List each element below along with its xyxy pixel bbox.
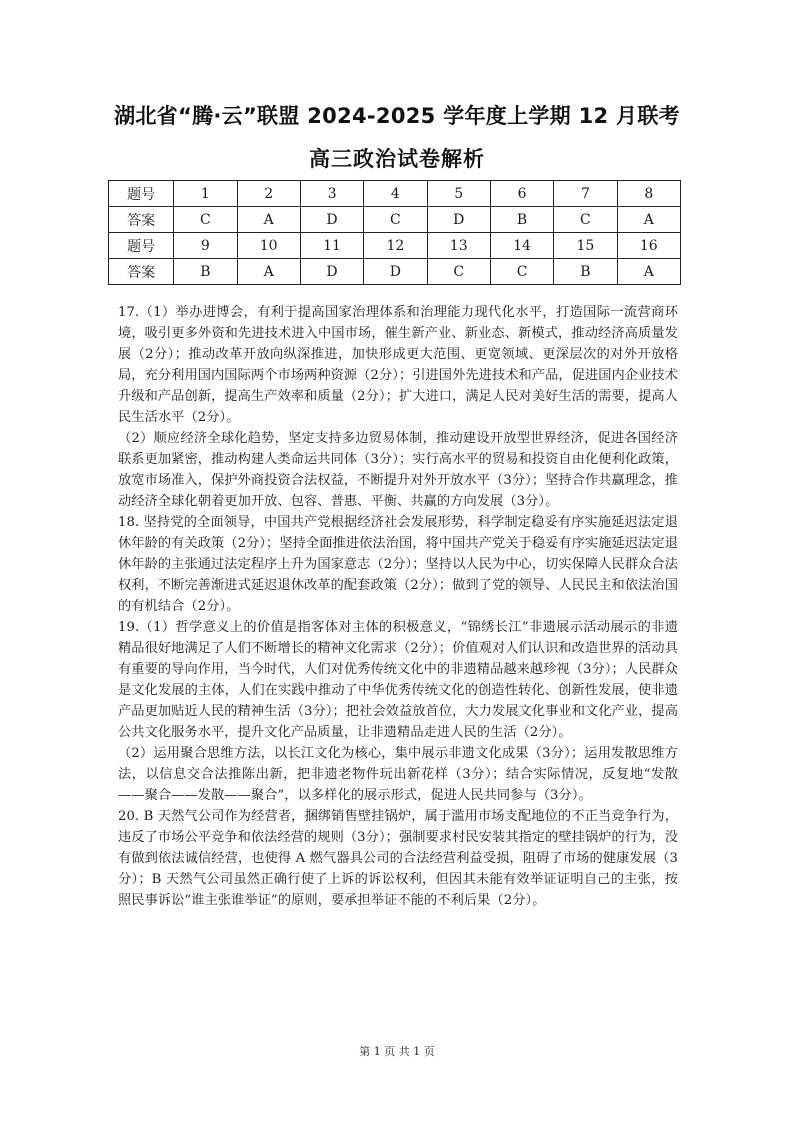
table-cell: B <box>554 259 617 285</box>
table-cell: C <box>364 207 427 233</box>
table-row <box>109 181 681 207</box>
table-cell: A <box>237 207 300 233</box>
document-title: 湖北省“腾·云”联盟 2024-2025 学年度上学期 12 月联考 <box>114 104 680 128</box>
paragraph-q17-1: 17.（1）举办进博会，有利于提高国家治理体系和治理能力现代化水平，打造国际一流营商环境，吸引更多外资和先进技术进入中国市场，催生新产业、新业态、新模式，推动经济高质量发展（2分）；推动改革开放向纵深推进，加快形成更大范围、更宽领域、更深层次的对外开放格局，充分利用国内国际两个市场两种资源（2分）；引进国外先进技术和产品，促进国内企业技术升级和产品创新，提高生产效率和质量（2分）；扩大进口，满足人民对美好生活的需要，提高人民生活水平（2分）。 <box>118 305 678 425</box>
answer-table <box>108 180 681 285</box>
table-cell: D <box>364 259 427 285</box>
table-cell: 15 <box>554 233 617 259</box>
table-cell: 8 <box>617 181 680 207</box>
paragraph-q19-2: （2）运用聚合思维方法，以长江文化为核心，集中展示非遗文化成果（3分）；运用发散思维方法，以信息交合法推陈出新，把非遗老物件玩出新花样（3分）；结合实际情况，反复地“发散——聚合——发散——聚合”，以多样化的展示形式，促进人民共同参与（3分）。 <box>118 746 678 803</box>
table-cell: 4 <box>364 181 427 207</box>
table-cell: 答案 <box>109 259 174 285</box>
table-cell: 11 <box>300 233 363 259</box>
table-cell: 6 <box>490 181 553 207</box>
table-cell: C <box>174 207 237 233</box>
table-cell: 10 <box>237 233 300 259</box>
table-cell: 3 <box>300 181 363 207</box>
table-cell: 题号 <box>109 181 174 207</box>
table-cell: D <box>300 207 363 233</box>
table-cell: 1 <box>174 181 237 207</box>
table-cell: C <box>490 259 553 285</box>
table-cell: 题号 <box>109 233 174 259</box>
table-cell: 14 <box>490 233 553 259</box>
table-cell: 2 <box>237 181 300 207</box>
table-cell: C <box>554 207 617 233</box>
table-cell: 9 <box>174 233 237 259</box>
table-cell: A <box>237 259 300 285</box>
table-cell: B <box>174 259 237 285</box>
document-subtitle: 高三政治试卷解析 <box>309 147 485 171</box>
paragraph-q17-2: （2）顺应经济全球化趋势，坚定支持多边贸易体制，推动建设开放型世界经济，促进各国经济联系更加紧密，推动构建人类命运共同体（3分）；实行高水平的贸易和投资自由化便利化政策，放宽市场准入，保护外商投资合法权益，不断提升对外开放水平（3分）；坚持合作共赢理念，推动经济全球化朝着更加开放、包容、普惠、平衡、共赢的方向发展（3分）。 <box>118 431 678 509</box>
table-cell: B <box>490 207 553 233</box>
table-cell: C <box>427 259 490 285</box>
table-cell: A <box>617 207 680 233</box>
table-cell: D <box>300 259 363 285</box>
table-row <box>109 207 681 233</box>
table-cell: D <box>427 207 490 233</box>
table-row <box>109 233 681 259</box>
paragraph-q20: 20. B 天然气公司作为经营者，捆绑销售壁挂锅炉，属于滥用市场支配地位的不正当竞争行为，违反了市场公平竞争和依法经营的规则（3分）；强制要求村民安装其指定的壁挂锅炉的行为，没有做到依法诚信经营，也使得 A 燃气器具公司的合法经营利益受损，阻碍了市场的健康发展（3分）；B 天然气公司虽然正确行使了上诉的诉讼权利，但因其未能有效举证证明自己的主张，按照民事诉讼“谁主张谁举证”的原则，要承担举证不能的不利后果（2分）。 <box>118 809 678 908</box>
page-footer: 第 1 页 共 1 页 <box>359 1045 435 1058</box>
table-cell: 13 <box>427 233 490 259</box>
table-cell: A <box>617 259 680 285</box>
answer-explanations <box>118 302 678 911</box>
paragraph-q18: 18. 坚持党的全面领导，中国共产党根据经济社会发展形势，科学制定稳妥有序实施延迟法定退休年龄的有关政策（2分）；坚持全面推进依法治国，将中国共产党关于稳妥有序实施延迟法定退休年龄的主张通过法定程序上升为国家意志（2分）；坚持以人民为中心，切实保障人民群众合法权利，不断完善渐进式延迟退休改革的配套政策（2分）；做到了党的领导、人民民主和依法治国的有机结合（2分）。 <box>118 515 678 614</box>
table-cell: 16 <box>617 233 680 259</box>
paragraph-q19-1: 19.（1）哲学意义上的价值是指客体对主体的积极意义，“锦绣长江”非遗展示活动展示的非遗精品很好地满足了人们不断增长的精神文化需求（2分）；价值观对人们认识和改造世界的活动具有重要的导向作用，当今时代，人们对优秀传统文化中的非遗精品越来越珍视（3分）；人民群众是文化发展的主体，人们在实践中推动了中华优秀传统文化的创造性转化、创新性发展，使非遗产品更加贴近人民的精神生活（3分）；把社会效益放首位，大力发展文化事业和文化产业，提高公共文化服务水平，提升文化产品质量，让非遗精品走进人民的生活（2分）。 <box>118 620 678 740</box>
table-cell: 12 <box>364 233 427 259</box>
table-cell: 答案 <box>109 207 174 233</box>
table-row <box>109 259 681 285</box>
table-cell: 7 <box>554 181 617 207</box>
table-cell: 5 <box>427 181 490 207</box>
